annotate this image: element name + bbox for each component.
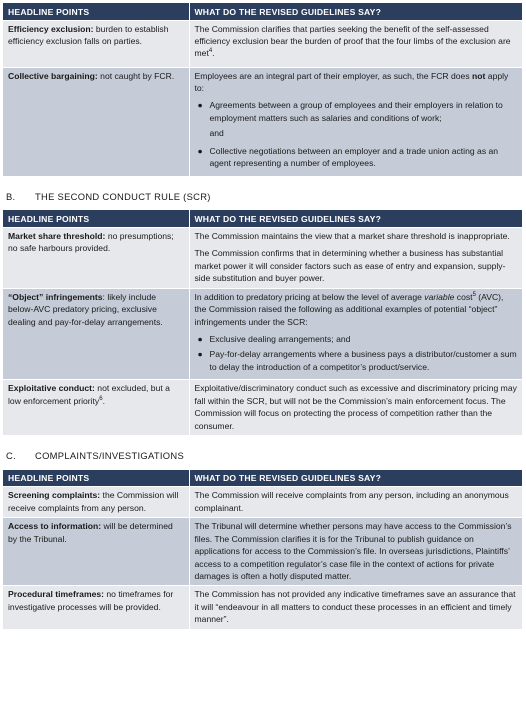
table-row [3,586,522,629]
guideline-emphasis: not [472,70,486,81]
bullet-icon: ● [197,145,203,156]
headline-cell [3,380,189,435]
bullet-list [195,145,518,170]
list-item [195,99,518,124]
guideline-text: Exploitative/discriminatory conduct such as excessive and discriminatory pricing may fall within the SCR, but will not be the Commission’s main enforcement focus. The Commission will focus on protecting the process of competition rather than the consumer. [194,383,517,431]
guideline-emphasis: variable [424,291,455,302]
header-revised-guidelines: WHAT DO THE REVISED GUIDELINES SAY? [189,3,522,20]
table-row [3,67,522,176]
guideline-cell [189,67,522,176]
list-item [195,348,518,373]
headline-title: “Object” infringements [8,291,103,302]
list-item-text: Agreements between a group of employees and their employers in relation to employment matters such as salaries and conditions of work; [209,100,503,123]
footnote-ref: 5 [472,291,476,298]
table-row [3,380,522,435]
section-heading-b [3,176,522,211]
headline-title: Procedural timeframes: [8,589,104,600]
header-revised-guidelines: WHAT DO THE REVISED GUIDELINES SAY? [189,470,522,487]
headline-cell [3,288,189,380]
table-row [3,518,522,586]
guideline-text: The Tribunal will determine whether persons may have access to the Commission’s files. The Commission clarifies it is for the Tribunal to publish guidance on applications for access to the Commission’s file. In overseas jurisdictions, Plaintiffs’ access to a competition regulator’s case file in the context of actions for private damages is often a hotly disputed matter. [194,521,512,581]
guidelines-table-scr [3,210,522,435]
bullet-list [195,99,518,124]
guideline-paragraph: The Commission confirms that in determining whether a business has substantial market power it will consider factors such as ease of entry and expansion, supply-side substitution and buyer power. [194,248,506,284]
table-header-row [3,210,522,227]
list-item-text: Pay-for-delay arrangements where a business pays a distributor/customer a sum to delay the introduction of a competitor’s product/service. [209,349,517,372]
header-headline-points: HEADLINE POINTS [3,3,189,20]
headline-title: Collective bargaining: [8,70,98,81]
headline-text: : likely include below-AVC predatory pricing, exclusive dealing and pay-for-delay arrangements. [8,291,163,327]
bullet-icon: ● [197,349,203,360]
header-revised-guidelines: WHAT DO THE REVISED GUIDELINES SAY? [189,210,522,227]
headline-text: no presumptions; no safe harbours provided. [8,230,174,254]
list-item [195,333,518,345]
list-connector: and [209,128,224,139]
headline-cell [3,586,189,629]
section-letter: C. [6,450,16,462]
guideline-cell [189,288,522,380]
headline-cell [3,227,189,288]
section-heading-c [3,435,522,470]
guideline-cell [189,227,522,288]
headline-cell [3,20,189,67]
guideline-text: The Commission clarifies that parties seeking the benefit of the self-assessed efficiency exclusion bear the burden of proof that the four limbs of the exclusion are met [194,23,511,59]
header-headline-points: HEADLINE POINTS [3,210,189,227]
footnote-ref: 6 [99,395,103,402]
headline-title: Exploitative conduct: [8,383,95,394]
headline-title: Efficiency exclusion: [8,23,94,34]
guideline-cell [189,586,522,629]
bullet-icon: ● [197,100,203,111]
table-header-row [3,3,522,20]
footnote-ref: 4 [208,48,213,55]
section-letter: B. [6,190,16,202]
table-row [3,227,522,288]
bullet-list [195,333,518,373]
table-header-row [3,470,522,487]
table-row [3,487,522,518]
guideline-cell [189,380,522,435]
headline-title: Market share threshold: [8,230,106,241]
guideline-cell [189,518,522,586]
headline-text: burden to establish efficiency exclusion falls on parties. [8,23,169,46]
guideline-cell [189,487,522,518]
guidelines-table-complaints [3,470,522,629]
guideline-text: cost [454,291,473,302]
section-title: THE SECOND CONDUCT RULE (SCR) [35,190,211,202]
headline-cell [3,518,189,586]
headline-cell [3,67,189,176]
table-row [3,20,522,67]
guidelines-table-collective [3,3,522,176]
list-item-text: Exclusive dealing arrangements; and [209,333,351,344]
headline-title: Access to information: [8,521,102,532]
list-item [195,145,518,170]
guideline-text: The Commission will receive complaints from any person, including an anonymous complainant. [194,490,509,513]
headline-text: the Commission will receive complaints from any person. [8,490,179,513]
guideline-text-end: . [212,48,215,59]
guideline-text: Employees are an integral part of their employer, as such, the FCR does [194,70,473,81]
section-title: COMPLAINTS/INVESTIGATIONS [35,450,185,462]
guideline-text: In addition to predatory pricing at below the level of average [194,291,425,302]
guideline-text: The Commission has not provided any indicative timeframes save an assurance that it will “endeavour in all matters to conduct these processes in an efficient and timely manner”. [194,589,516,625]
headline-title: Screening complaints: [8,490,101,501]
header-headline-points: HEADLINE POINTS [3,470,189,487]
headline-text: not excluded, but a low enforcement priority [8,383,170,406]
guideline-paragraph: The Commission maintains the view that a market share threshold is inappropriate. [194,230,510,241]
bullet-icon: ● [197,333,203,344]
table-row [3,288,522,380]
headline-text: will be determined by the Tribunal. [8,521,173,544]
guideline-text-end: apply to: [194,70,509,93]
headline-text: no timeframes for investigative processes will be provided. [8,589,174,612]
headline-text-end: . [102,395,105,406]
headline-cell [3,487,189,518]
guideline-text-end: (AVC), the Commission raised the following as additional examples of potential “object” infringements under the SCR: [194,291,504,327]
guideline-cell [189,20,522,67]
headline-text: not caught by FCR. [97,70,175,81]
list-item-text: Collective negotiations between an employer and a trade union acting as an agent representing a number of employees. [209,145,499,169]
